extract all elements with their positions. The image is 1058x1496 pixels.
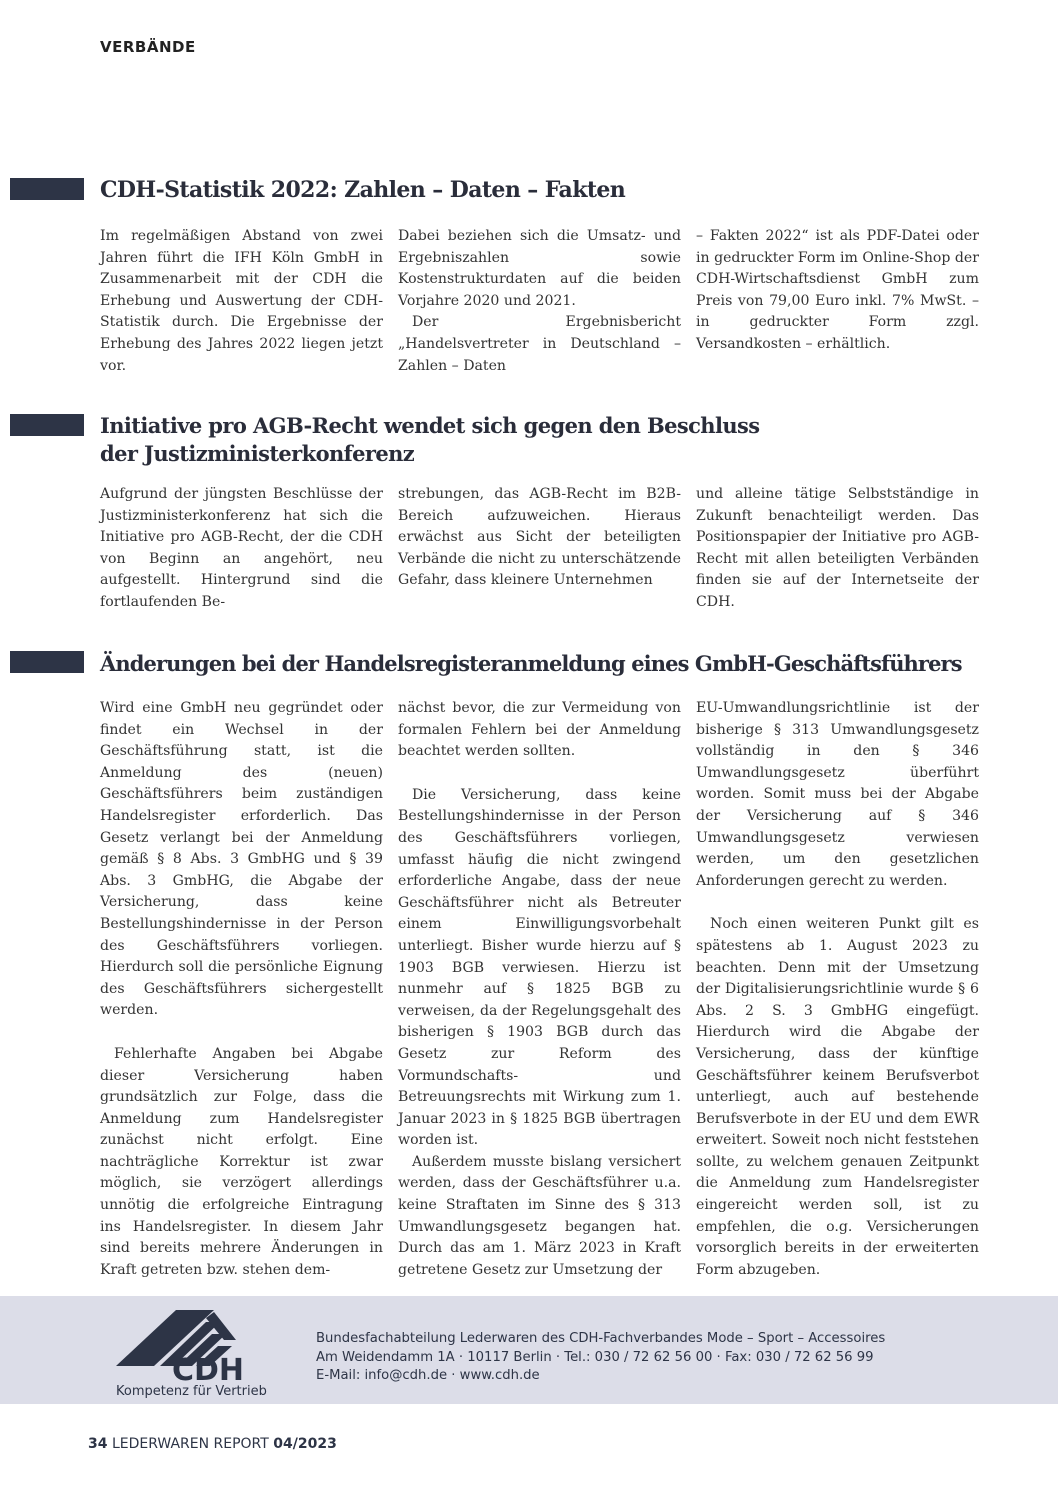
- heading-marker-bar: [10, 178, 84, 200]
- article-title: Änderungen bei der Handelsregisteranmeldung eines GmbH-Geschäftsführers: [100, 651, 962, 676]
- paragraph: und alleine tätige Selbstständige in Zukunft benachteiligt werden. Das Positionspapier der Initiative pro AGB-Recht mit allen beteiligten Verbänden finden sie auf der Internetseite der CDH.: [696, 486, 979, 610]
- article-column: [398, 226, 681, 377]
- article-column: [100, 484, 383, 614]
- article-column: [696, 226, 979, 356]
- paragraph: EU-Umwandlungsrichtlinie ist der bisherige § 313 Umwandlungsgesetz vollständig in den § 346 Umwandlungsgesetz überführt worden. Somit muss bei der Abgabe der Versicherung auf § 346 Umwandlungsgesetz verwiesen werden, um den gesetzlichen Anforderungen gerecht zu werden.: [696, 700, 979, 889]
- paragraph: Im regelmäßigen Abstand von zwei Jahren führt die IFH Köln GmbH in Zusammenarbeit mit der CDH die Erhebung und Auswertung der CDH-Statistik durch. Die Ergebnisse der Erhebung des Jahres 2022 liegen jetzt vor.: [100, 228, 383, 374]
- article-column: [398, 484, 681, 592]
- article-column: [100, 698, 383, 1281]
- contact-line: Am Weidendamm 1A · 10117 Berlin · Tel.: 030 / 72 62 56 00 · Fax: 030 / 72 62 56 99: [316, 1349, 874, 1365]
- cdh-logo-mark: [114, 1306, 294, 1386]
- article-column: [696, 698, 979, 1281]
- paragraph: Aufgrund der jüngsten Beschlüsse der Justizministerkonferenz hat sich die Initiative pro AGB-Recht, der die CDH von Beginn an angehört, neu aufgestellt. Hintergrund sind die fortlaufenden Be-: [100, 486, 383, 610]
- article-title: CDH-Statistik 2022: Zahlen – Daten – Fakten: [100, 177, 626, 203]
- paragraph: strebungen, das AGB-Recht im B2B-Bereich aufzuweichen. Hieraus erwächst aus Sicht der beteiligten Verbände die nicht zu unterschätzende Gefahr, dass kleinere Unternehmen: [398, 486, 681, 589]
- page-footer: [88, 1436, 337, 1452]
- article-column: [398, 698, 681, 1281]
- paragraph: Wird eine GmbH neu gegründet oder findet ein Wechsel in der Geschäftsführung statt, ist die Anmeldung des (neuen) Geschäftsführers beim zuständigen Handelsregister erforderlich. Das Gesetz verlangt bei der Anmeldung gemäß § 8 Abs. 3 GmbHG und § 39 Abs. 3 GmbHG, die Abgabe der Versicherung, dass keine Bestellungshindernisse in der Person des Geschäftsführers vorliegen. Hierdurch soll die persönliche Eignung des Geschäftsführers sichergestellt werden.: [100, 700, 383, 1019]
- paragraph: Der Ergebnisbericht „Handelsvertreter in Deutschland – Zahlen – Daten: [398, 314, 681, 374]
- paragraph: Noch einen weiteren Punkt gilt es spätestens ab 1. August 2023 zu beachten. Denn mit der Umsetzung der Digitalisierungsrichtlinie wurde § 6 Abs. 2 S. 3 GmbHG eingefügt. Hierdurch wird die Abgabe der Versicherung, dass der künftige Geschäftsführer keinem Berufsverbot unterliegt, auch auf bestehende Berufsverbote in der EU und dem EWR erweitert. Soweit noch nicht feststehen sollte, zu welchem genauen Zeitpunkt die Anmeldung zum Handelsregister eingereicht werden soll, ist zu empfehlen, die o.g. Versicherungen vorsorglich bereits in der erweiterten Form abzugeben.: [696, 916, 979, 1278]
- contact-line: E-Mail: info@cdh.de · www.cdh.de: [316, 1368, 540, 1383]
- paragraph: – Fakten 2022“ ist als PDF-Datei oder in gedruckter Form im Online-Shop der CDH-Wirtschaftsdienst GmbH zum Preis von 79,00 Euro inkl. 7% MwSt. – in gedruckter Form zzgl. Versandkosten – erhältlich.: [696, 228, 979, 352]
- article-title: Initiative pro AGB-Recht wendet sich gegen den Beschluss der Justizministerkonferenz: [100, 413, 760, 466]
- paragraph: Dabei beziehen sich die Umsatz- und Ergebniszahlen sowie Kostenstrukturdaten auf die beiden Vorjahre 2020 und 2021.: [398, 228, 681, 309]
- paragraph: Fehlerhafte Angaben bei Abgabe dieser Versicherung haben grundsätzlich zur Folge, dass die Anmeldung zum Handelsregister zunächst nicht erfolgt. Eine nachträgliche Korrektur ist zwar möglich, sie verzögert allerdings unnötig die erfolgreiche Eintragung ins Handelsregister. In diesem Jahr sind bereits mehrere Änderungen in Kraft getreten bzw. stehen dem-: [100, 1045, 383, 1278]
- paragraph: Außerdem musste bislang versichert werden, dass der Geschäftsführer u.a. keine Straftaten im Sinne des § 313 Umwandlungsgesetz begangen hat. Durch das am 1. März 2023 in Kraft getretene Gesetz zur Umsetzung der: [398, 1153, 681, 1278]
- page-number: 34: [88, 1436, 108, 1452]
- article-column: [696, 484, 979, 614]
- magazine-name: LEDERWAREN REPORT: [111, 1436, 269, 1452]
- section-label: VERBÄNDE: [100, 38, 196, 56]
- contact-block: [316, 1330, 885, 1386]
- paragraph: Die Versicherung, dass keine Bestellungshindernisse in der Person des Geschäftsführers vorliegen, umfasst häufig die nicht zwingend erforderliche Angabe, dass der neue Geschäftsführer nicht als Betreuter einem Einwilligungsvorbehalt unterliegt. Bisher wurde hierzu auf § 1903 BGB verwiesen. Hierzu ist nunmehr auf § 1825 BGB zu verweisen, da der Regelungsgehalt des bisherigen § 1903 BGB durch das Gesetz zur Reform des Vormundschafts- und Betreuungsrechts mit Wirkung zum 1. Januar 2023 in § 1825 BGB übertragen worden ist.: [398, 786, 681, 1149]
- heading-marker-bar: [10, 414, 84, 436]
- logo-tagline: Kompetenz für Vertrieb: [116, 1384, 267, 1399]
- logo-wordmark: CDH: [172, 1353, 245, 1386]
- issue-number: 04/2023: [273, 1436, 337, 1452]
- contact-line: Bundesfachabteilung Lederwaren des CDH-Fachverbandes Mode – Sport – Accessoires: [316, 1331, 886, 1346]
- paragraph: nächst bevor, die zur Vermeidung von formalen Fehlern bei der Anmeldung beachtet werden sollten.: [398, 700, 681, 760]
- article-column: [100, 226, 383, 377]
- heading-marker-bar: [10, 651, 84, 673]
